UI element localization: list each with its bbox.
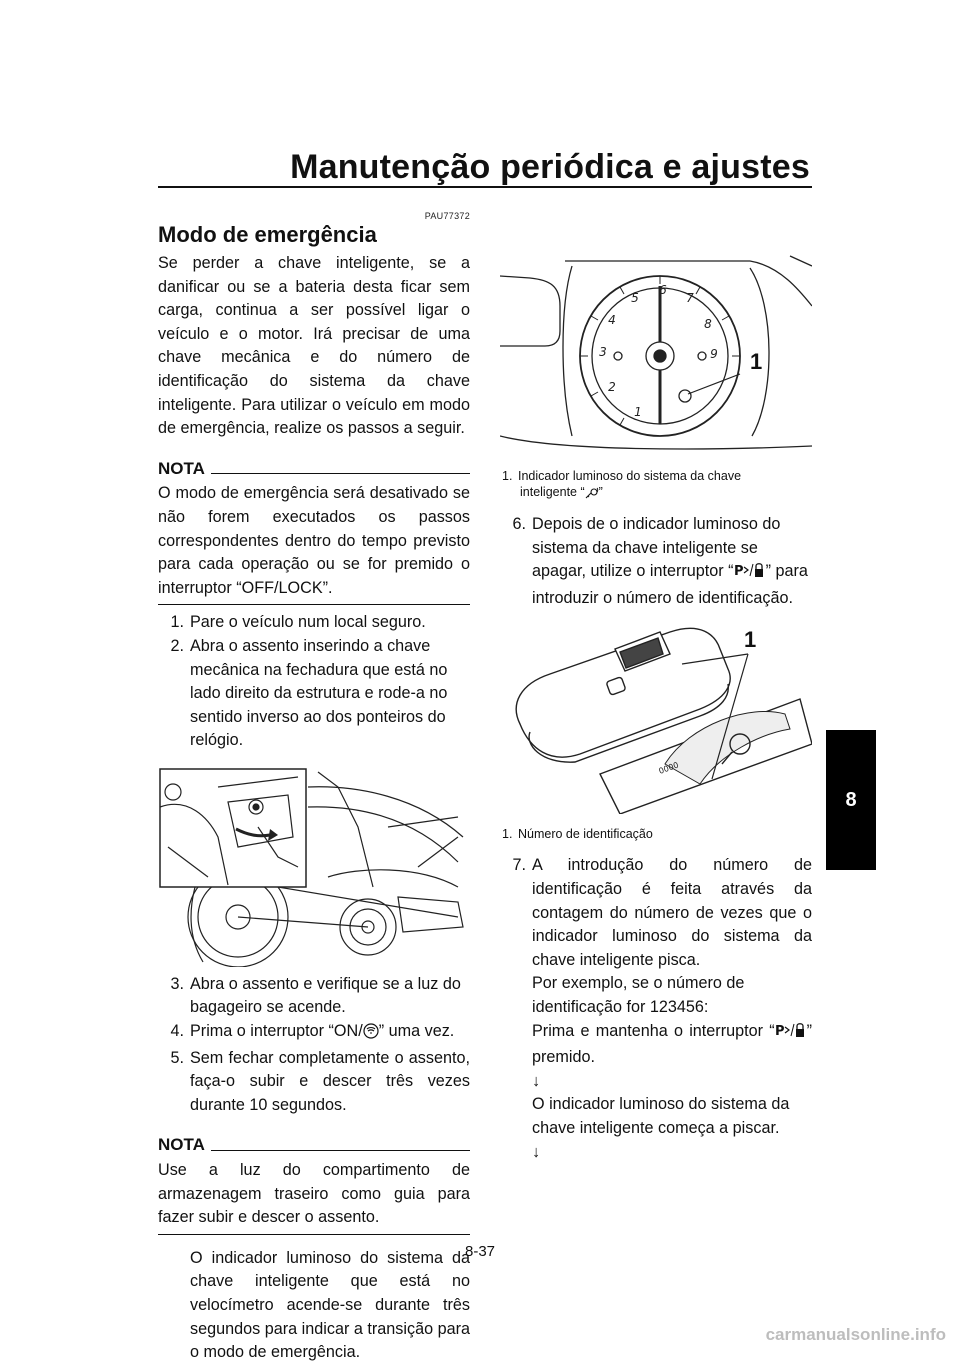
svg-text:1: 1 — [634, 405, 642, 419]
svg-text:4: 4 — [608, 313, 616, 327]
park-lock-switch-icon — [775, 1021, 807, 1047]
nota-heading — [158, 1133, 470, 1157]
section-code: PAU77372 — [424, 211, 470, 221]
key-caption: 1. Número de identificação — [502, 827, 653, 842]
down-arrow: ↓ — [532, 1142, 541, 1161]
step-1: 1. Pare o veículo num local seguro. — [170, 613, 426, 632]
speedometer-caption: 1. Indicador luminoso do sistema da chave inteligente “ ” — [500, 468, 812, 503]
smart-key-drawing — [500, 624, 812, 814]
speedometer-callout-number: 1 — [750, 349, 763, 374]
step-3: 3. Abra o assento e verifique se a luz do bagageiro se acende. — [170, 974, 461, 1017]
step-5: 5. Sem fechar completamente o assento, faça-o subir e descer três vezes durante 10 segundos. — [170, 1048, 470, 1114]
key-callout-number: 1 — [744, 627, 757, 653]
svg-text:3: 3 — [599, 345, 607, 359]
section-intro: Se perder a chave inteligente, se a danificar ou se a bateria desta ficar sem carga, continua a ser possível ligar o veículo e o motor. Irá precisar de uma chave mecânica e do número de identificação do sistema da chave inteligente. Para utilizar o veículo em modo de emergência, realize os passos a seguir. — [158, 254, 470, 438]
blink-text: O indicador luminoso do sistema da chave inteligente começa a piscar. — [532, 1095, 790, 1137]
step-7: 7. A introdução do número de identificação é feita através da contagem do número de vezes que o indicador luminoso do sistema da chave inteligente pisca. — [512, 856, 812, 969]
svg-text:0000: 0000 — [657, 760, 680, 777]
step-4: 4. Prima o interruptor “ON/ ” uma vez. — [158, 1020, 470, 1047]
steps-list-a — [158, 611, 470, 753]
page-number: 8-37 — [464, 1243, 496, 1260]
step-2: 2. Abra o assento inserindo a chave mecânica na fechadura que está no lado direito da estrutura e rode-a no sentido inverso ao dos ponteiros do relógio. — [170, 636, 448, 750]
page-header-title: Manutenção periódica e ajustes — [290, 148, 810, 186]
nota-label: NOTA — [158, 1135, 205, 1155]
speedometer-drawing — [500, 246, 812, 458]
section-title: Modo de emergência — [158, 222, 377, 247]
smart-key-icon — [363, 1023, 379, 1047]
nota-heading — [158, 457, 470, 481]
nota-box-1 — [158, 457, 470, 606]
example-text: Por exemplo, se o número de identificação for 123456: — [532, 974, 745, 1016]
header-rule — [158, 186, 812, 188]
nota-text: O modo de emergência será desativado se não forem executados os passos correspondentes dentro do tempo previsto para cada operação ou se for premido o interruptor “OFF/LOCK”. — [158, 482, 470, 605]
svg-text:7: 7 — [686, 291, 694, 305]
speedometer-illustration — [500, 246, 812, 458]
svg-text:6: 6 — [659, 283, 667, 297]
svg-text:2: 2 — [608, 380, 616, 394]
seat-lock-illustration — [158, 767, 470, 967]
steps-list-c — [500, 513, 812, 610]
watermark: carmanualsonline.info — [765, 1325, 946, 1344]
chapter-tab[interactable]: 8 — [826, 730, 876, 870]
svg-text:5: 5 — [631, 291, 639, 305]
svg-text:8: 8 — [704, 317, 712, 331]
nota-label: NOTA — [158, 458, 205, 478]
left-column — [158, 210, 470, 1365]
scooter-rear-drawing — [158, 767, 470, 967]
smart-key-illustration — [500, 624, 812, 814]
nota-text: Use a luz do compartimento de armazenagem traseiro como guia para fazer subir e descer o assento. — [158, 1159, 470, 1235]
svg-text:P: P — [733, 564, 744, 580]
hold-switch-text: Prima e mantenha o interruptor “ P ” premido. — [532, 1021, 812, 1067]
nota-box-2 — [158, 1133, 470, 1234]
right-column — [500, 220, 812, 1164]
steps-list-d — [500, 854, 812, 972]
smart-key-indicator-icon — [585, 487, 599, 503]
down-arrow: ↓ — [532, 1071, 541, 1090]
svg-text:P: P — [774, 1023, 785, 1039]
step-6: 6. Depois de o indicador luminoso do sistema da chave inteligente se apagar, utilize o interruptor “ P ” para introduzir o número de identificação. — [512, 515, 808, 607]
svg-text:9: 9 — [710, 347, 718, 361]
steps-list-b — [158, 973, 470, 1118]
park-lock-switch-icon — [734, 561, 766, 587]
emergency-transition-text: O indicador luminoso do sistema da chave inteligente que está no velocímetro acende-se durante três segundos para indicar a transição para o modo de emergência. — [190, 1248, 470, 1362]
